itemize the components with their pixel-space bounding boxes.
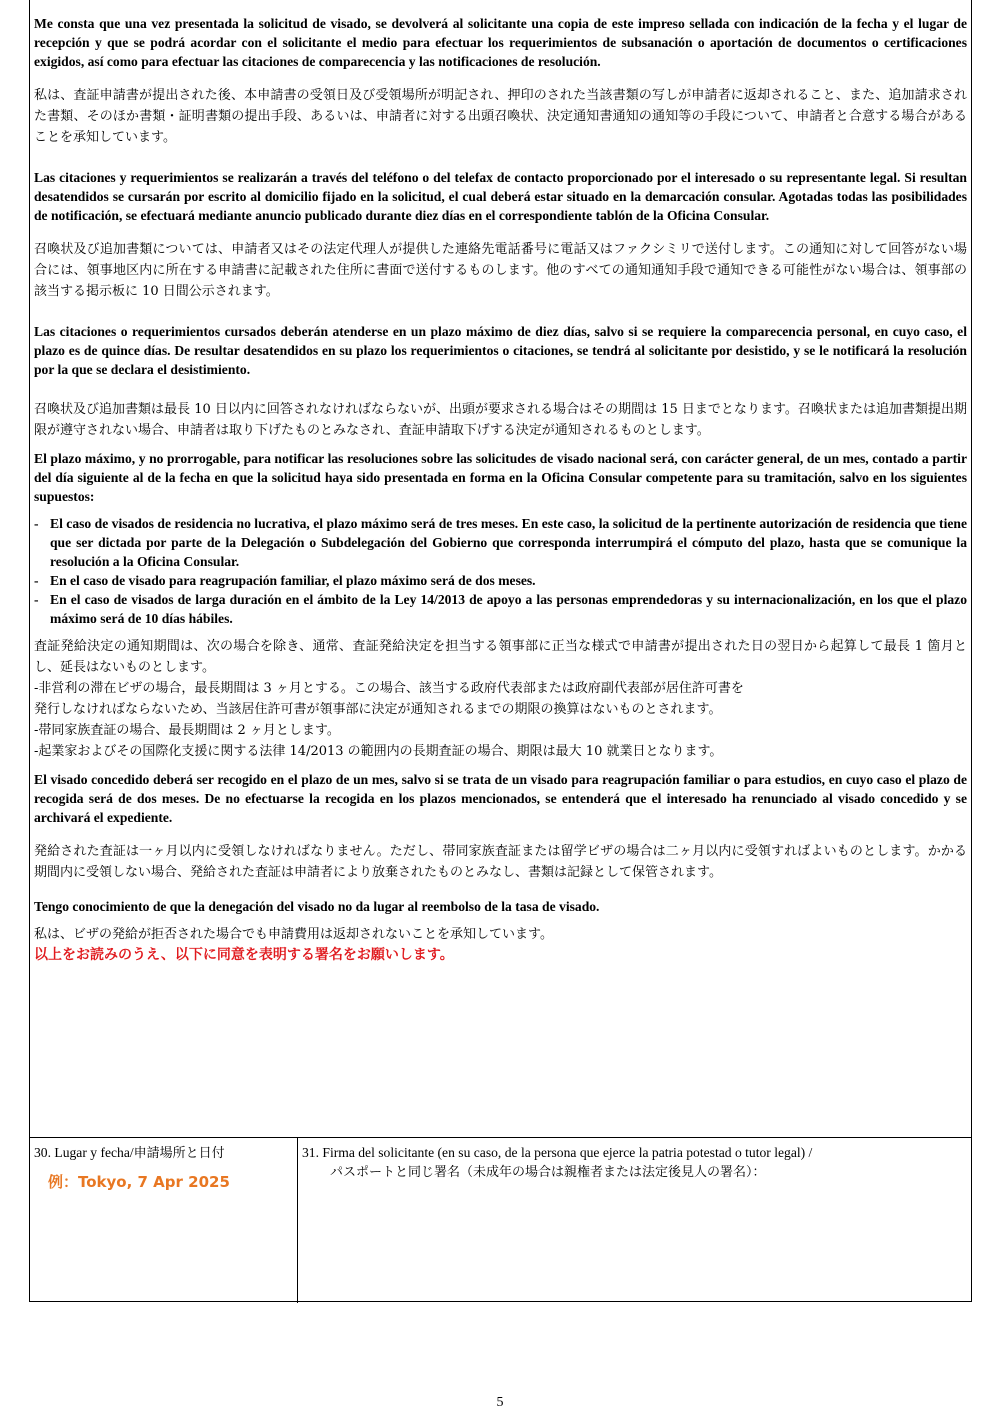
exceptions-line-jp: -非営利の滞在ビザの場合，最長期間は 3 ヶ月とする。この場合、該当する政府代表部または政府副代表部が居住許可書を	[34, 681, 744, 696]
exceptions-line-jp: -起業家およびその国際化支援に関する法律 14/2013 の範囲内の長期査証の場合、期限は最大 10 就業日となります。	[34, 744, 723, 759]
collection-paragraph-es: El visado concedido deberá ser recogido en el plazo de un mes, salvo si se trata de un visado para reagrupación familiar o para estudios, en cuyo caso el plazo de recogida será de dos meses. De no efectuarse la recogida en los plazos mencionados, se entenderá que el interesado ha renunciado al visado concedido y se archivará el expediente.	[34, 772, 967, 825]
signature-label-es: 31. Firma del solicitante (en su caso, de la persona que ejerce la patria potestad o tutor legal) /	[302, 1145, 813, 1160]
resolution-paragraph-es: El plazo máximo, y no prorrogable, para notificar las resoluciones sobre las solicitudes de visado nacional será, con carácter general, de un mes, contado a partir del día siguiente al de la fecha en que la solicitud haya sido presentada en forma en la Oficina Consular competente para su tramitación, salvo en los siguientes supuestos:	[34, 451, 967, 504]
terms-box	[29, 0, 972, 1302]
consent-paragraph-es: Me consta que una vez presentada la solicitud de visado, se devolverá al solicitante una copia de este impreso sellada con indicación de la fecha y el lugar de recepción y que se podrá acordar con el solicitante el medio para efectuar los requerimientos de subsanación o aportación de documentos o certificaciones exigidos, así como para efectuar las citaciones de comparecencia y las notificaciones de resolución.	[34, 16, 967, 69]
signature-field[interactable]	[298, 1138, 971, 1303]
place-date-field[interactable]	[30, 1138, 298, 1303]
citations-paragraph-jp: 召喚状及び追加書類については、申請者又はその法定代理人が提供した連絡先電話番号に電話又はファクシミリで送付します。この通知に対して回答がない場合には、領事地区内に所在する申請書に記載された住所に書面で送付するものします。他のすべての通知通知手段で通知できる可能性がない場合は、領事部の該当する掲示板に 10 日間公示されます。	[34, 242, 967, 299]
exceptions-line-jp: -帯同家族査証の場合、最長期間は 2 ヶ月とします。	[34, 723, 340, 738]
exceptions-list-es	[34, 514, 967, 628]
list-item: - El caso de visados de residencia no lucrativa, el plazo máximo será de tres meses. En este caso, la solicitud de la pertinente autorización de residencia que tiene que ser dictada por parte de la Delegación o Subdelegación del Gobierno que corresponda interrumpirá el cómputo del plazo, hasta que se comunique la resolución a la Oficina Consular.	[34, 516, 967, 569]
refund-paragraph-es: Tengo conocimiento de que la denegación del visado no da lugar al reembolso de la tasa de visado.	[34, 899, 600, 914]
deadline-paragraph-jp: 召喚状及び追加書類は最長 10 日以内に回答されなければならないが、出頭が要求される場合はその期間は 15 日までとなります。召喚状または追加書類提出期限が遵守されない場合、申請者は取り下げたものとみなされ、査証申請取下げする決定が通知されるものとします。	[34, 402, 967, 438]
page-number: 5	[496, 1395, 504, 1410]
collection-paragraph-jp: 発給された査証は一ヶ月以内に受領しなければなりません。ただし、帯同家族査証または留学ビザの場合は二ヶ月以内に受領すればよいものとします。かかる期間内に受領しない場合、発給された査証は申請者により放棄されたものとみなし、書類は記録として保管されます。	[34, 844, 967, 880]
place-date-label: 30. Lugar y fecha/申請場所と日付	[34, 1145, 225, 1161]
place-date-example: 例：Tokyo, 7 Apr 2025	[48, 1173, 230, 1191]
consent-paragraph-jp: 私は、査証申請書が提出された後、本申請書の受領日及び受領場所が明記され、押印のされた当該書類の写しが申請者に返却されること、また、追加請求された書類、そのほか書類・証明書類の提出手段、あるいは、申請者に対する出頭召喚状、決定通知書通知の通知等の手段について、申請者と合意する場合があることを承知しています。	[34, 88, 967, 145]
deadline-paragraph-es: Las citaciones o requerimientos cursados deberán atenderse en un plazo máximo de diez días, salvo si se requiere la comparecencia personal, en cuyo caso, el plazo es de quince días. De resultar desatendidos en su plazo los requerimientos o citaciones, se tendrá al solicitante por desistido, y se le notificará la resolución por la que se declara el desistimiento.	[34, 324, 967, 377]
list-item: - En el caso de visado para reagrupación familiar, el plazo máximo será de dos meses.	[34, 573, 536, 588]
exceptions-line-jp: 発行しなければならないため、当該居住許可書が領事部に決定が通知されるまでの期限の換算はないものとされます。	[34, 702, 722, 717]
terms-content	[34, 14, 967, 965]
citations-paragraph-es: Las citaciones y requerimientos se realizarán a través del teléfono o del telefax de contacto proporcionado por el interesado o su representante legal. Si resultan desatendidos se cursarán por escrito al domicilio fijado en la solicitud, el cual deberá estar situado en la demarcación consular. Agotadas todas las posibilidades de notificación, se efectuará mediante anuncio publicado durante diez días en el correspondiente tablón de la Oficina Consular.	[34, 170, 967, 223]
list-item: - En el caso de visados de larga duración en el ámbito de la Ley 14/2013 de apoyo a las personas emprendedoras y su internacionalización, en los que el plazo máximo será de 10 días hábiles.	[34, 592, 967, 626]
signature-table	[30, 1137, 971, 1303]
resolution-paragraph-jp: 査証発給決定の通知期間は、次の場合を除き、通常、査証発給決定を担当する領事部に正当な様式で申請書が提出された日の翌日から起算して最長 1 箇月とし、延長はないものとします。	[34, 639, 967, 675]
signature-label-jp: パスポートと同じ署名（未成年の場合は親権者または法定後見人の署名）：	[330, 1165, 766, 1180]
signature-request-notice: 以上をお読みのうえ、以下に同意を表明する署名をお願いします。	[34, 947, 454, 963]
refund-paragraph-jp: 私は、ビザの発給が拒否された場合でも申請費用は返却されないことを承知しています。	[34, 927, 553, 942]
